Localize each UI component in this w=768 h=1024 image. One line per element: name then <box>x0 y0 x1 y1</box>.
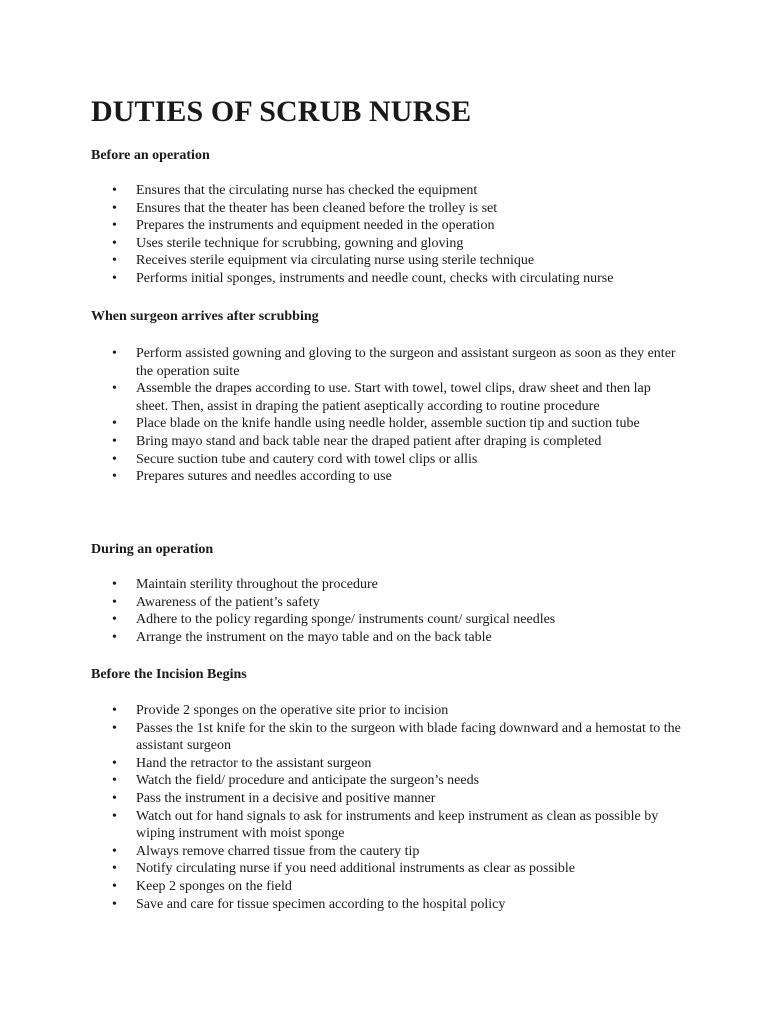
bullet-icon: • <box>112 416 117 432</box>
bullet-icon: • <box>112 594 117 610</box>
list-item: • Provide 2 sponges on the operative site prior to incision <box>112 703 449 718</box>
list-item: • Bring mayo stand and back table near the draped patient after draping is completed <box>112 433 602 449</box>
bullet-icon: • <box>112 808 117 824</box>
list-item: • Uses sterile technique for scrubbing, gowning and gloving <box>112 235 464 251</box>
list-item: • Prepares the instruments and equipment needed in the operation <box>112 218 495 234</box>
bullet-icon: • <box>112 270 117 286</box>
list-item: • Ensures that the circulating nurse has checked the equipment <box>112 183 478 198</box>
list-item: • Pass the instrument in a decisive and positive manner <box>112 790 436 806</box>
bullet-icon: • <box>112 720 117 736</box>
bullet-icon: • <box>112 755 117 771</box>
list-item: • Receives sterile equipment via circulating nurse using sterile technique <box>112 253 535 269</box>
bullet-icon: • <box>112 896 117 912</box>
list-item: • Secure suction tube and cautery cord with towel clips or allis <box>112 451 478 467</box>
list-item: • Adhere to the policy regarding sponge/ instruments count/ surgical needles <box>112 612 556 628</box>
bullet-icon: • <box>112 200 117 216</box>
bullet-icon: • <box>112 577 117 592</box>
bullet-icon: • <box>112 629 117 645</box>
bullet-icon: • <box>112 878 117 894</box>
list-item: • Ensures that the theater has been cleaned before the trolley is set <box>112 200 498 216</box>
bullet-icon: • <box>112 235 117 251</box>
list-item: • Assemble the drapes according to use. Start with towel, towel clips, draw sheet and then lap sheet. Then, assist in draping the patient aseptically according to routine procedure <box>112 381 651 414</box>
bullet-icon: • <box>112 346 117 361</box>
section-list-before-incision <box>91 702 681 913</box>
list-item: • Hand the retractor to the assistant surgeon <box>112 755 372 771</box>
list-item: • Save and care for tissue specimen according to the hospital policy <box>112 896 506 912</box>
list-item: • Passes the 1st knife for the skin to the surgeon with blade facing downward and a hemostat to the assistant surgeon <box>112 720 681 754</box>
section-heading-surgeon-arrives: When surgeon arrives after scrubbing <box>91 309 319 324</box>
section-heading-before-operation: Before an operation <box>91 148 210 163</box>
bullet-icon: • <box>112 861 117 877</box>
bullet-icon: • <box>112 843 117 859</box>
bullet-icon: • <box>112 612 117 628</box>
list-item: • Performs initial sponges, instruments and needle count, checks with circulating nurse <box>112 270 614 286</box>
document-title: DUTIES OF SCRUB NURSE <box>91 95 472 128</box>
bullet-icon: • <box>112 183 117 198</box>
section-heading-during-operation: During an operation <box>91 542 214 557</box>
bullet-icon: • <box>112 703 117 718</box>
bullet-icon: • <box>112 790 117 806</box>
list-item: • Prepares sutures and needles according to use <box>112 469 392 485</box>
bullet-icon: • <box>112 773 117 789</box>
list-item: • Keep 2 sponges on the field <box>112 878 292 894</box>
list-item: • Always remove charred tissue from the cautery tip <box>112 843 420 859</box>
list-item: • Arrange the instrument on the mayo table and on the back table <box>112 629 492 645</box>
section-list-before-operation <box>91 182 681 288</box>
list-item: • Perform assisted gowning and gloving to the surgeon and assistant surgeon as soon as they enter the operation suite <box>112 346 676 379</box>
section-heading-before-incision: Before the Incision Begins <box>91 667 247 682</box>
bullet-icon: • <box>112 469 117 485</box>
list-item: • Place blade on the knife handle using needle holder, assemble suction tip and suction tube <box>112 416 640 432</box>
bullet-icon: • <box>112 218 117 234</box>
section-list-during-operation <box>91 576 681 646</box>
bullet-icon: • <box>112 451 117 467</box>
list-item: • Maintain sterility throughout the procedure <box>112 577 378 592</box>
list-item: • Awareness of the patient’s safety <box>112 594 320 610</box>
bullet-icon: • <box>112 381 117 397</box>
section-list-surgeon-arrives <box>91 345 681 486</box>
list-item: • Watch the field/ procedure and anticipate the surgeon’s needs <box>112 773 480 789</box>
list-item: • Notify circulating nurse if you need additional instruments as clear as possible <box>112 861 575 877</box>
bullet-icon: • <box>112 253 117 269</box>
bullet-icon: • <box>112 433 117 449</box>
list-item: • Watch out for hand signals to ask for instruments and keep instrument as clean as possible by wiping instrument with moist sponge <box>112 808 659 842</box>
